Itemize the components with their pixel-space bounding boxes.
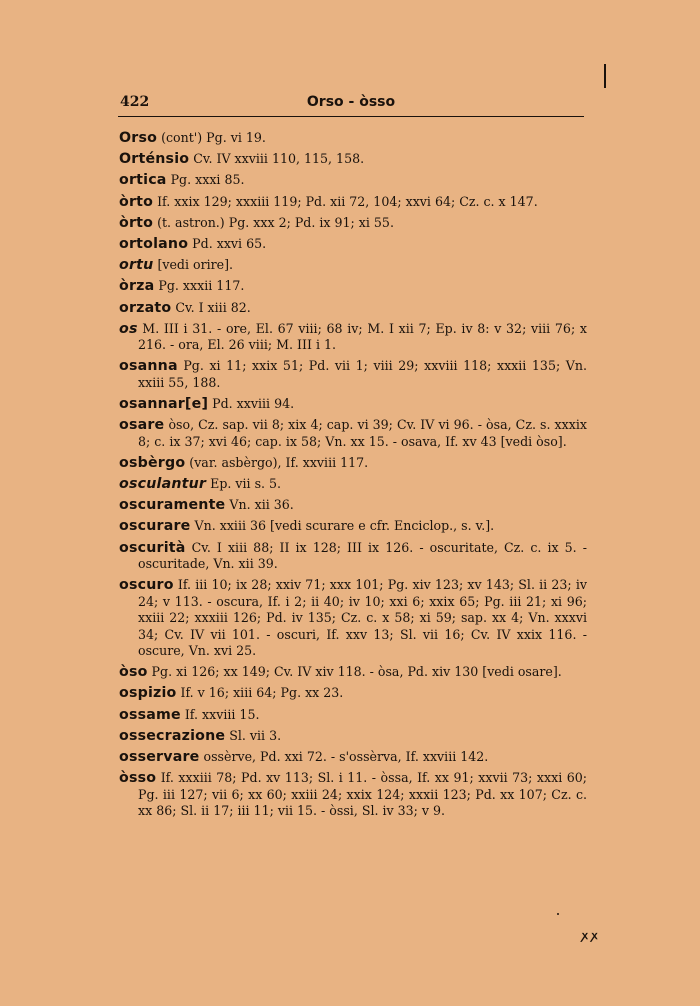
- margin-mark: [604, 64, 606, 88]
- entry-references: (var. asbèrgo), If. xxviii 117.: [185, 454, 369, 470]
- entry-references: Pd. xxvi 65.: [188, 236, 267, 252]
- dictionary-entry: [119, 770, 587, 819]
- entry-headword: osbèrgo: [119, 454, 186, 471]
- dictionary-entry: [119, 476, 587, 492]
- entry-references: Pg. xxxi 85.: [166, 172, 245, 188]
- entry-references: Cv. IV xxviii 110, 115, 158.: [189, 151, 365, 167]
- entry-headword: oscuramente: [119, 497, 226, 514]
- dictionary-entry: [119, 194, 587, 210]
- entry-references: If. xxix 129; xxxiii 119; Pd. xii 72, 104; xxvi 64; Cz. c. x 147.: [153, 193, 538, 209]
- dictionary-entry: [119, 728, 587, 744]
- footer-mark: ꭗ ꭗ: [582, 929, 598, 942]
- entry-headword: òsso: [119, 770, 157, 787]
- entry-references: If. xxviii 15.: [180, 706, 260, 722]
- dictionary-entry: [119, 358, 587, 391]
- entry-references: (cont') Pg. vi 19.: [157, 130, 266, 145]
- entry-headword: ospizio: [119, 685, 177, 702]
- dictionary-entry: [119, 664, 587, 680]
- dictionary-entry: [119, 130, 587, 146]
- dictionary-entry: [119, 236, 587, 252]
- entry-headword: òrza: [119, 278, 155, 295]
- entry-headword: osculantur: [119, 476, 207, 493]
- entry-references: Sl. vii 3.: [225, 727, 282, 743]
- entry-headword: ossame: [119, 706, 181, 723]
- entry-headword: òrto: [119, 193, 154, 210]
- dictionary-entry: [119, 417, 587, 450]
- entry-headword: osare: [119, 417, 165, 434]
- dictionary-entry: [119, 172, 587, 188]
- entry-headword: ortu: [119, 257, 154, 274]
- entry-references: òso, Cz. sap. vii 8; xix 4; cap. vi 39; Cv. IV vi 96. - òsa, Cz. s. xxxix 8; c. ix 37; xvi 46; cap. ix 58; Vn. xx 15. - osava, If. xv 43 [vedi òso].: [138, 417, 587, 449]
- dictionary-entry: [119, 749, 587, 765]
- dictionary-entry: [119, 685, 587, 701]
- entry-references: If. iii 10; ix 28; xxiv 71; xxx 101; Pg. xiv 123; xv 143; Sl. ii 23; iv 24; v 113. - oscura, If. i 2; ii 40; iv 10; xxi 6; xxix 65; Pg. iii 21; xi 96; xxiii 22; xxxiii 126; Pd. iv 135; Cz. c. x 58; xi 59; sap. xx 4; Vn. xxxvi 34; Cv. IV vii 101. - oscuri, If. xxv 13; Sl. vii 16; Cv. IV xxix 116. - oscure, Vn. xvi 25.: [138, 577, 587, 658]
- entry-references: Pg. xi 126; xx 149; Cv. IV xiv 118. - òsa, Pd. xiv 130 [vedi osare].: [147, 664, 562, 680]
- dictionary-entry: [119, 455, 587, 471]
- entry-headword: òso: [119, 664, 148, 681]
- dictionary-entry: [119, 518, 587, 534]
- entry-references: Cv. I xiii 88; II ix 128; III ix 126. - oscuritate, Cz. c. ix 5. - oscuritade, Vn. xii 39.: [138, 539, 587, 572]
- dictionary-entry: [119, 151, 587, 167]
- dictionary-entries: [119, 130, 587, 824]
- dictionary-entry: [119, 577, 587, 659]
- dictionary-entry: [119, 540, 587, 573]
- running-title: Orso - òsso: [306, 94, 396, 110]
- entry-references: Vn. xxiii 36 [vedi scurare e cfr. Enciclop., s. v.].: [190, 518, 495, 534]
- dictionary-entry: [119, 396, 587, 412]
- entry-headword: orzato: [119, 299, 172, 316]
- entry-references: M. III i 31. - ore, El. 67 viii; 68 iv; M. I xii 7; Ep. iv 8: v 32; viii 76; x 216. - ora, El. 26 viii; M. III i 1.: [137, 320, 587, 353]
- entry-references: Pd. xxviii 94.: [208, 396, 295, 412]
- entry-headword: os: [119, 320, 138, 337]
- entry-headword: ortica: [119, 172, 167, 189]
- page-number: 422: [120, 94, 150, 110]
- entry-headword: òrto: [119, 214, 154, 231]
- entry-headword: ortolano: [119, 236, 189, 253]
- running-header: [118, 94, 584, 117]
- entry-references: Pg. xxxii 117.: [154, 278, 245, 294]
- entry-headword: osannar[e]: [119, 396, 209, 413]
- entry-headword: osservare: [119, 748, 200, 765]
- entry-headword: oscurità: [119, 539, 186, 556]
- dictionary-entry: [119, 215, 587, 231]
- entry-references: If. xxxiii 78; Pd. xv 113; Sl. i 11. - òssa, If. xx 91; xxvii 73; xxxi 60; Pg. iii 127; vii 6; xx 60; xxiii 24; xxix 124; xxxii 123; Pd. xx 107; Cz. c. xx 86; Sl. ii 17; iii 11; vii 15. - òssi, Sl. iv 33; v 9.: [138, 770, 587, 818]
- dictionary-entry: [119, 707, 587, 723]
- dictionary-entry: [119, 300, 587, 316]
- dictionary-entry: [119, 497, 587, 513]
- entry-headword: osanna: [119, 358, 178, 375]
- entry-headword: oscurare: [119, 518, 191, 535]
- dictionary-entry: [119, 257, 587, 273]
- speck-mark: [557, 913, 559, 915]
- entry-references: ossèrve, Pd. xxi 72. - s'ossèrva, If. xxviii 142.: [199, 748, 489, 764]
- dictionary-entry: [119, 321, 587, 354]
- entry-headword: oscuro: [119, 577, 174, 594]
- entry-headword: ossecrazione: [119, 727, 226, 744]
- entry-references: Pg. xi 11; xxix 51; Pd. vii 1; viii 29; xxviii 118; xxxii 135; Vn. xxiii 55, 188.: [138, 358, 587, 390]
- entry-references: Ep. vii s. 5.: [206, 476, 282, 492]
- entry-headword: Orso: [119, 130, 158, 146]
- entry-references: Vn. xii 36.: [225, 497, 294, 513]
- entry-references: If. v 16; xiii 64; Pg. xx 23.: [176, 685, 344, 701]
- entry-references: [vedi orire].: [153, 257, 234, 273]
- entry-references: (t. astron.) Pg. xxx 2; Pd. ix 91; xi 55.: [153, 214, 394, 230]
- dictionary-entry: [119, 278, 587, 294]
- entry-references: Cv. I xiii 82.: [171, 299, 251, 315]
- entry-headword: Orténsio: [119, 151, 190, 168]
